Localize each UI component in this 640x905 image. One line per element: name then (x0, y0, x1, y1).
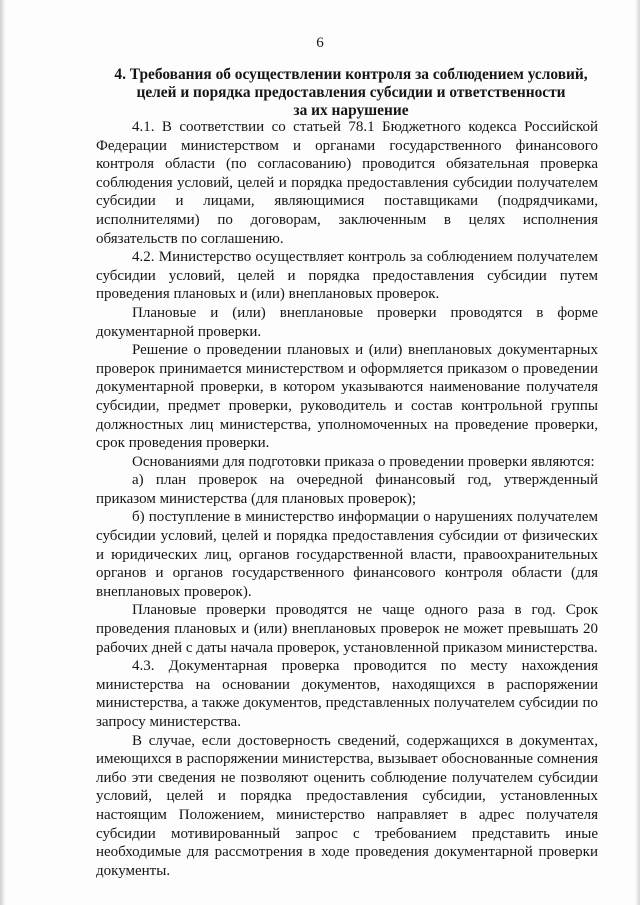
section-heading (108, 66, 594, 120)
paragraph-inspection-decision: Решение о проведении плановых и (или) внеплановых документарных проверок принимается министерством и оформляется приказом о проведении документарной проверки, в котором указываются наименование получателя субсидии, предмет проверки, руководитель и состав контрольной группы должностных лиц министерства, уполномоченных на проведение проверки, срок проведения проверки. (96, 342, 598, 452)
paragraph-ground-a: а) план проверок на очередной финансовый год, утвержденный приказом министерства (для плановых проверок); (96, 472, 598, 507)
paragraph-ground-b: б) поступление в министерство информации о нарушениях получателем субсидии условий, целей и порядка предоставления субсидии от физических и юридических лиц, органов государственной власти, правоохранительных органов и органов государственного финансового контроля области (для внеплановых проверок). (96, 509, 598, 600)
paragraph-4-2: 4.2. Министерство осуществляет контроль за соблюдением получателем субсидии условий, целей и порядка предоставления субсидии путем проведения плановых и (или) внеплановых проверок. (96, 249, 598, 303)
page-number: 6 (316, 35, 324, 51)
section-heading-line-3: за их нарушение (293, 102, 409, 119)
paragraph-4-1: 4.1. В соответствии со статьей 78.1 Бюджетного кодекса Российской Федерации министерством и органами государственного финансового контроля области (по согласованию) проводится обязательная проверка соблюдения условий, целей и порядка предоставления субсидии получателем субсидии и лицами, являющимися поставщиками (подрядчиками, исполнителями) по договорам, заключенным в целях исполнения обязательств по соглашению. (96, 119, 598, 247)
scan-edge-right (635, 0, 640, 905)
paragraph-documents-request: В случае, если достоверность сведений, содержащихся в документах, имеющихся в распоряжении министерства, вызывает обоснованные сомнения либо эти сведения не позволяют оценить соблюдение получателем субсидии условий, целей и порядка предоставления субсидии, установленных настоящим Положением, министерство направляет в адрес получателя субсидии мотивированный запрос с требованием представить иные необходимые для рассмотрения в ходе проведения документарной проверки документы. (96, 732, 598, 879)
paragraph-inspection-form: Плановые и (или) внеплановые проверки проводятся в форме документарной проверки. (96, 304, 598, 340)
paragraph-grounds-intro: Основаниями для подготовки приказа о проведении проверки являются: (132, 453, 595, 470)
section-heading-line-1: 4. Требования об осуществлении контроля за соблюдением условий, (114, 66, 588, 83)
section-body (96, 118, 598, 880)
paragraph-inspection-frequency: Плановые проверки проводятся не чаще одного раза в год. Срок проведения плановых и (или) внеплановых проверок не может превышать 20 рабочих дней с даты начала проверок, установленной приказом министерства. (96, 602, 598, 656)
scan-edge-left (0, 0, 6, 905)
paragraph-4-3: 4.3. Документарная проверка проводится по месту нахождения министерства на основании документов, находящихся в распоряжении министерства, а также документов, представленных получателем субсидии по запросу министерства. (96, 658, 598, 730)
section-heading-line-2: целей и порядка предоставления субсидии и ответственности (136, 84, 566, 101)
